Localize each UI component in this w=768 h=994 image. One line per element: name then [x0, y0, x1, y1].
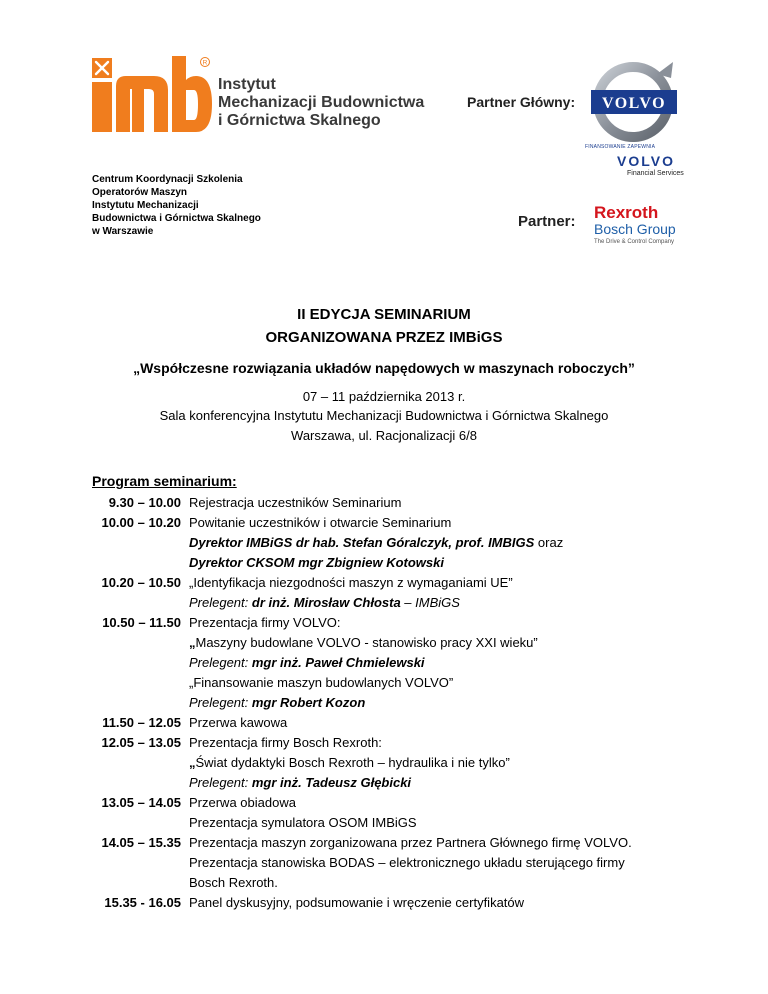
rexroth-logo [594, 204, 694, 247]
institute-line: Mechanizacji Budownictwa [218, 94, 425, 111]
program-text: mgr inż. Paweł Chmielewski [251, 655, 425, 670]
program-row [92, 893, 692, 913]
program-description [189, 693, 365, 713]
program-text: Rejestracja uczestników Seminarium [189, 495, 402, 510]
program-description [189, 673, 453, 693]
edition-title: II EDYCJA SEMINARIUM [297, 306, 471, 323]
vfs-subtitle: Financial Services [627, 170, 684, 177]
centrum-line: Centrum Koordynacji Szkolenia [92, 174, 243, 185]
program-row [92, 513, 692, 533]
program-text: Bosch Rexroth. [189, 875, 278, 890]
centrum-line: w Warszawie [92, 226, 154, 237]
program-row [92, 493, 692, 513]
program-description [189, 533, 563, 553]
institute-line: i Górnictwa Skalnego [218, 112, 381, 129]
program-description [189, 493, 401, 513]
program-text: oraz [534, 535, 564, 550]
rexroth-tagline: The Drive & Control Company [594, 239, 675, 245]
volvo-logo [587, 60, 687, 142]
program-time: 10.50 – 11.50 [102, 615, 181, 630]
partner-main-label: Partner Główny: [467, 94, 576, 110]
seminar-topic: „Współczesne rozwiązania układów napędowych w maszynach roboczych” [133, 360, 635, 376]
program-heading: Program seminarium: [92, 473, 237, 489]
centrum-line: Instytutu Mechanizacji [92, 200, 199, 211]
seminar-address: Warszawa, ul. Racjonalizacji 6/8 [291, 428, 477, 443]
program-description [189, 733, 382, 753]
program-time: 14.05 – 15.35 [101, 835, 181, 850]
imb-logo-mark [92, 56, 217, 136]
imb-logo [92, 56, 432, 136]
program-text: Prelegent: [189, 595, 252, 610]
partner-label: Partner: [518, 213, 576, 230]
program-row [92, 593, 692, 613]
program-description [189, 853, 625, 873]
program-row [92, 673, 692, 693]
program-row [92, 633, 692, 653]
program-row [92, 533, 692, 553]
program-row [92, 873, 692, 893]
program-text: dr inż. Mirosław Chłosta [251, 595, 401, 610]
program-time: 13.05 – 14.05 [101, 795, 181, 810]
program-text: Maszyny budowlane VOLVO - stanowisko pracy XXI wieku” [195, 635, 538, 650]
program-description [189, 513, 451, 533]
vfs-wordmark: VOLVO [617, 153, 675, 169]
program-row [92, 573, 692, 593]
program-text: „ [189, 755, 196, 770]
rexroth-wordmark: Rexroth [594, 203, 659, 222]
program-list [92, 493, 692, 913]
program-text: „Finansowanie maszyn budowlanych VOLVO” [189, 675, 454, 690]
program-row [92, 733, 692, 753]
program-text: Świat dydaktyki Bosch Rexroth – hydraulika i nie tylko” [195, 755, 510, 770]
program-text: Dyrektor IMBiGS dr hab. Stefan Góralczyk, prof. IMBIGS [189, 535, 535, 550]
program-time: 11.50 – 12.05 [102, 715, 181, 730]
program-text: Panel dyskusyjny, podsumowanie i wręczenie certyfikatów [189, 895, 525, 910]
program-text: Prelegent: [189, 695, 252, 710]
seminar-date: 07 – 11 października 2013 r. [302, 389, 466, 404]
program-description [189, 713, 287, 733]
program-text: Prezentacja firmy Bosch Rexroth: [189, 735, 382, 750]
program-time: 12.05 – 13.05 [101, 735, 181, 750]
program-row [92, 853, 692, 873]
program-row [92, 753, 692, 773]
program-description [189, 893, 524, 913]
program-text: Prezentacja firmy VOLVO: [189, 615, 341, 630]
program-text: Dyrektor CKSOM mgr Zbigniew Kotowski [189, 555, 444, 570]
program-time: 9.30 – 10.00 [108, 495, 181, 510]
program-row [92, 773, 692, 793]
program-text: Prelegent: [189, 775, 252, 790]
program-description [189, 613, 340, 633]
program-description [189, 833, 632, 853]
program-text: Prelegent: [189, 655, 252, 670]
program-row [92, 793, 692, 813]
program-description [189, 633, 538, 653]
centrum-line: Operatorów Maszyn [92, 187, 188, 198]
program-description [189, 653, 425, 673]
program-time: 15.35 - 16.05 [104, 895, 181, 910]
program-description [189, 813, 417, 833]
program-row [92, 713, 692, 733]
institute-name [218, 76, 424, 130]
program-text: – IMBiGS [400, 595, 460, 610]
program-text: mgr Robert Kozon [251, 695, 366, 710]
program-row [92, 553, 692, 573]
program-row [92, 653, 692, 673]
svg-text:R: R [202, 59, 208, 67]
vfs-tagline: FINANSOWANIE ZAPEWNIA [585, 144, 656, 150]
institute-line: Instytut [218, 76, 276, 93]
program-description [189, 753, 510, 773]
program-text: Prezentacja maszyn zorganizowana przez Partnera Głównego firmę VOLVO. [189, 835, 632, 850]
program-text: Przerwa kawowa [189, 715, 288, 730]
program-description [189, 593, 460, 613]
program-description [189, 873, 278, 893]
program-text: Prezentacja stanowiska BODAS – elektronicznego układu sterującego firmy [189, 855, 625, 870]
program-time: 10.20 – 10.50 [101, 575, 181, 590]
program-text: mgr inż. Tadeusz Głębicki [251, 775, 412, 790]
centrum-block [92, 173, 261, 238]
program-row [92, 693, 692, 713]
program-row [92, 613, 692, 633]
seminar-venue: Sala konferencyjna Instytutu Mechanizacji Budownictwa i Górnictwa Skalnego [159, 408, 609, 423]
program-row [92, 833, 692, 853]
program-description [189, 793, 296, 813]
program-description [189, 773, 411, 793]
organizer-title: ORGANIZOWANA PRZEZ IMBiGS [265, 329, 503, 346]
centrum-line: Budownictwa i Górnictwa Skalnego [92, 213, 261, 224]
volvo-financial-logo [585, 144, 689, 184]
program-description [189, 573, 513, 593]
program-time: 10.00 – 10.20 [101, 515, 181, 530]
program-description [189, 553, 444, 573]
volvo-wordmark: VOLVO [601, 95, 667, 112]
program-text: „ [189, 635, 196, 650]
program-text: „Identyfikacja niezgodności maszyn z wymaganiami UE” [189, 575, 513, 590]
bosch-group-text: Bosch Group [594, 221, 676, 237]
program-row [92, 813, 692, 833]
program-text: Przerwa obiadowa [189, 795, 296, 810]
program-text: Powitanie uczestników i otwarcie Seminarium [189, 515, 452, 530]
program-text: Prezentacja symulatora OSOM IMBiGS [189, 815, 417, 830]
